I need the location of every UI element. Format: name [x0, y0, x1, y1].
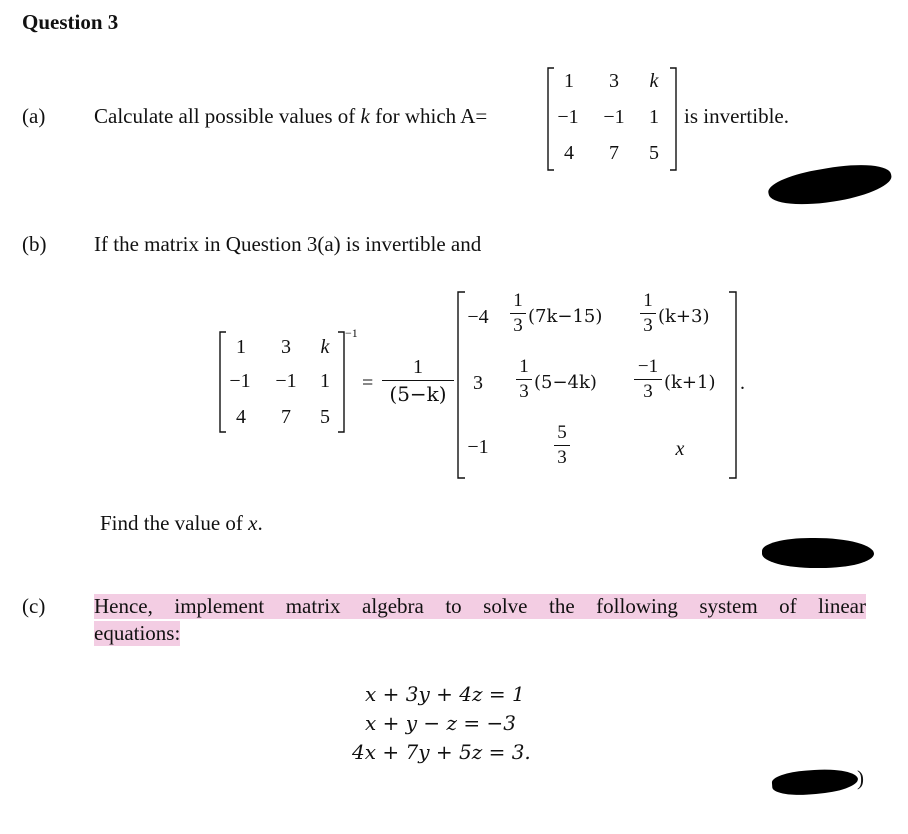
- inverse-exponent: −1: [345, 326, 358, 340]
- find-var: x: [248, 511, 258, 535]
- rhs-cell: −1: [467, 436, 489, 458]
- fraction-denominator: 3: [643, 315, 653, 336]
- lhs-matrix-cell: 1: [236, 336, 246, 358]
- fraction-numerator: 1: [519, 356, 529, 377]
- find-end: .: [257, 511, 263, 535]
- part-a-text-mid: for which A=: [375, 104, 488, 128]
- rhs-cell: −4: [467, 306, 489, 328]
- part-b-text: If the matrix in Question 3(a) is invertible and: [94, 232, 482, 256]
- equation: 4x + 7y + 5z = 3.: [352, 740, 531, 764]
- matrix-a-cell: 3: [609, 70, 619, 92]
- lhs-matrix-cell: −1: [275, 370, 297, 392]
- lhs-matrix-cell: 3: [281, 336, 291, 358]
- part-a-text-after: is invertible.: [684, 104, 789, 128]
- rhs-expression: (k+3): [658, 306, 710, 327]
- part-a-question: [94, 104, 487, 129]
- lhs-matrix-cell: 4: [236, 406, 246, 428]
- rhs-fraction: [640, 290, 656, 337]
- lhs-matrix-cell: k: [320, 336, 330, 358]
- part-a-var-k: k: [360, 104, 370, 128]
- matrix-a-cell: k: [649, 70, 659, 92]
- rhs-fraction: [554, 422, 570, 469]
- part-b-label: (b): [22, 232, 47, 256]
- matrix-a-cell: 1: [649, 106, 659, 128]
- find-text: Find the value of: [100, 511, 243, 535]
- redaction-mark: [766, 157, 894, 212]
- matrix-a-cell: 4: [564, 142, 574, 164]
- scalar-denominator: (5−k): [389, 382, 447, 406]
- matrix-a-cell: 7: [609, 142, 619, 164]
- rhs-expression: (7k−15): [528, 306, 603, 327]
- lhs-matrix-cell: 5: [320, 406, 330, 428]
- find-value-text: [100, 511, 263, 536]
- question-title: Question 3: [22, 10, 119, 34]
- matrix-a-cell: 5: [649, 142, 659, 164]
- equals-sign: =: [362, 372, 374, 394]
- fraction-denominator: 3: [643, 381, 653, 402]
- redaction-mark: [771, 767, 858, 797]
- equation: x + y − z = −3: [365, 711, 517, 735]
- fraction-numerator: 1: [643, 290, 653, 311]
- lhs-matrix-cell: −1: [229, 370, 251, 392]
- equation: x + 3y + 4z = 1: [365, 682, 525, 706]
- rhs-expression: (k+1): [664, 372, 716, 393]
- scalar-numerator: 1: [413, 356, 423, 378]
- rhs-fraction: [634, 356, 662, 403]
- matrix-a-cell: −1: [557, 106, 579, 128]
- rhs-cell-x: x: [675, 438, 685, 460]
- part-a-label: (a): [22, 104, 46, 128]
- scalar-fraction: [382, 356, 454, 406]
- rhs-fraction: [516, 356, 532, 403]
- part-c-line-1: Hence, implement matrix algebra to solve the following system of linear: [94, 594, 866, 618]
- fraction-denominator: 3: [519, 381, 529, 402]
- lhs-matrix-cell: 7: [281, 406, 291, 428]
- matrix-a-cell: 1: [564, 70, 574, 92]
- part-c-label: (c): [22, 594, 46, 618]
- fraction-denominator: 3: [513, 315, 523, 336]
- rhs-cell: 3: [473, 372, 483, 394]
- fraction-numerator: −1: [637, 356, 659, 377]
- period: .: [740, 372, 745, 394]
- fraction-numerator: 5: [557, 422, 567, 443]
- redaction-paren: ): [857, 766, 864, 790]
- matrix-a-cell: −1: [603, 106, 625, 128]
- part-c-text: [94, 594, 866, 646]
- redaction-mark: [762, 538, 874, 568]
- part-a-text-before: Calculate all possible values of: [94, 104, 356, 128]
- fraction-denominator: 3: [557, 447, 567, 468]
- fraction-numerator: 1: [513, 290, 523, 311]
- part-c-line-2: equations:: [94, 621, 181, 645]
- rhs-fraction: [510, 290, 526, 337]
- rhs-expression: (5−4k): [534, 372, 597, 393]
- lhs-matrix-cell: 1: [320, 370, 330, 392]
